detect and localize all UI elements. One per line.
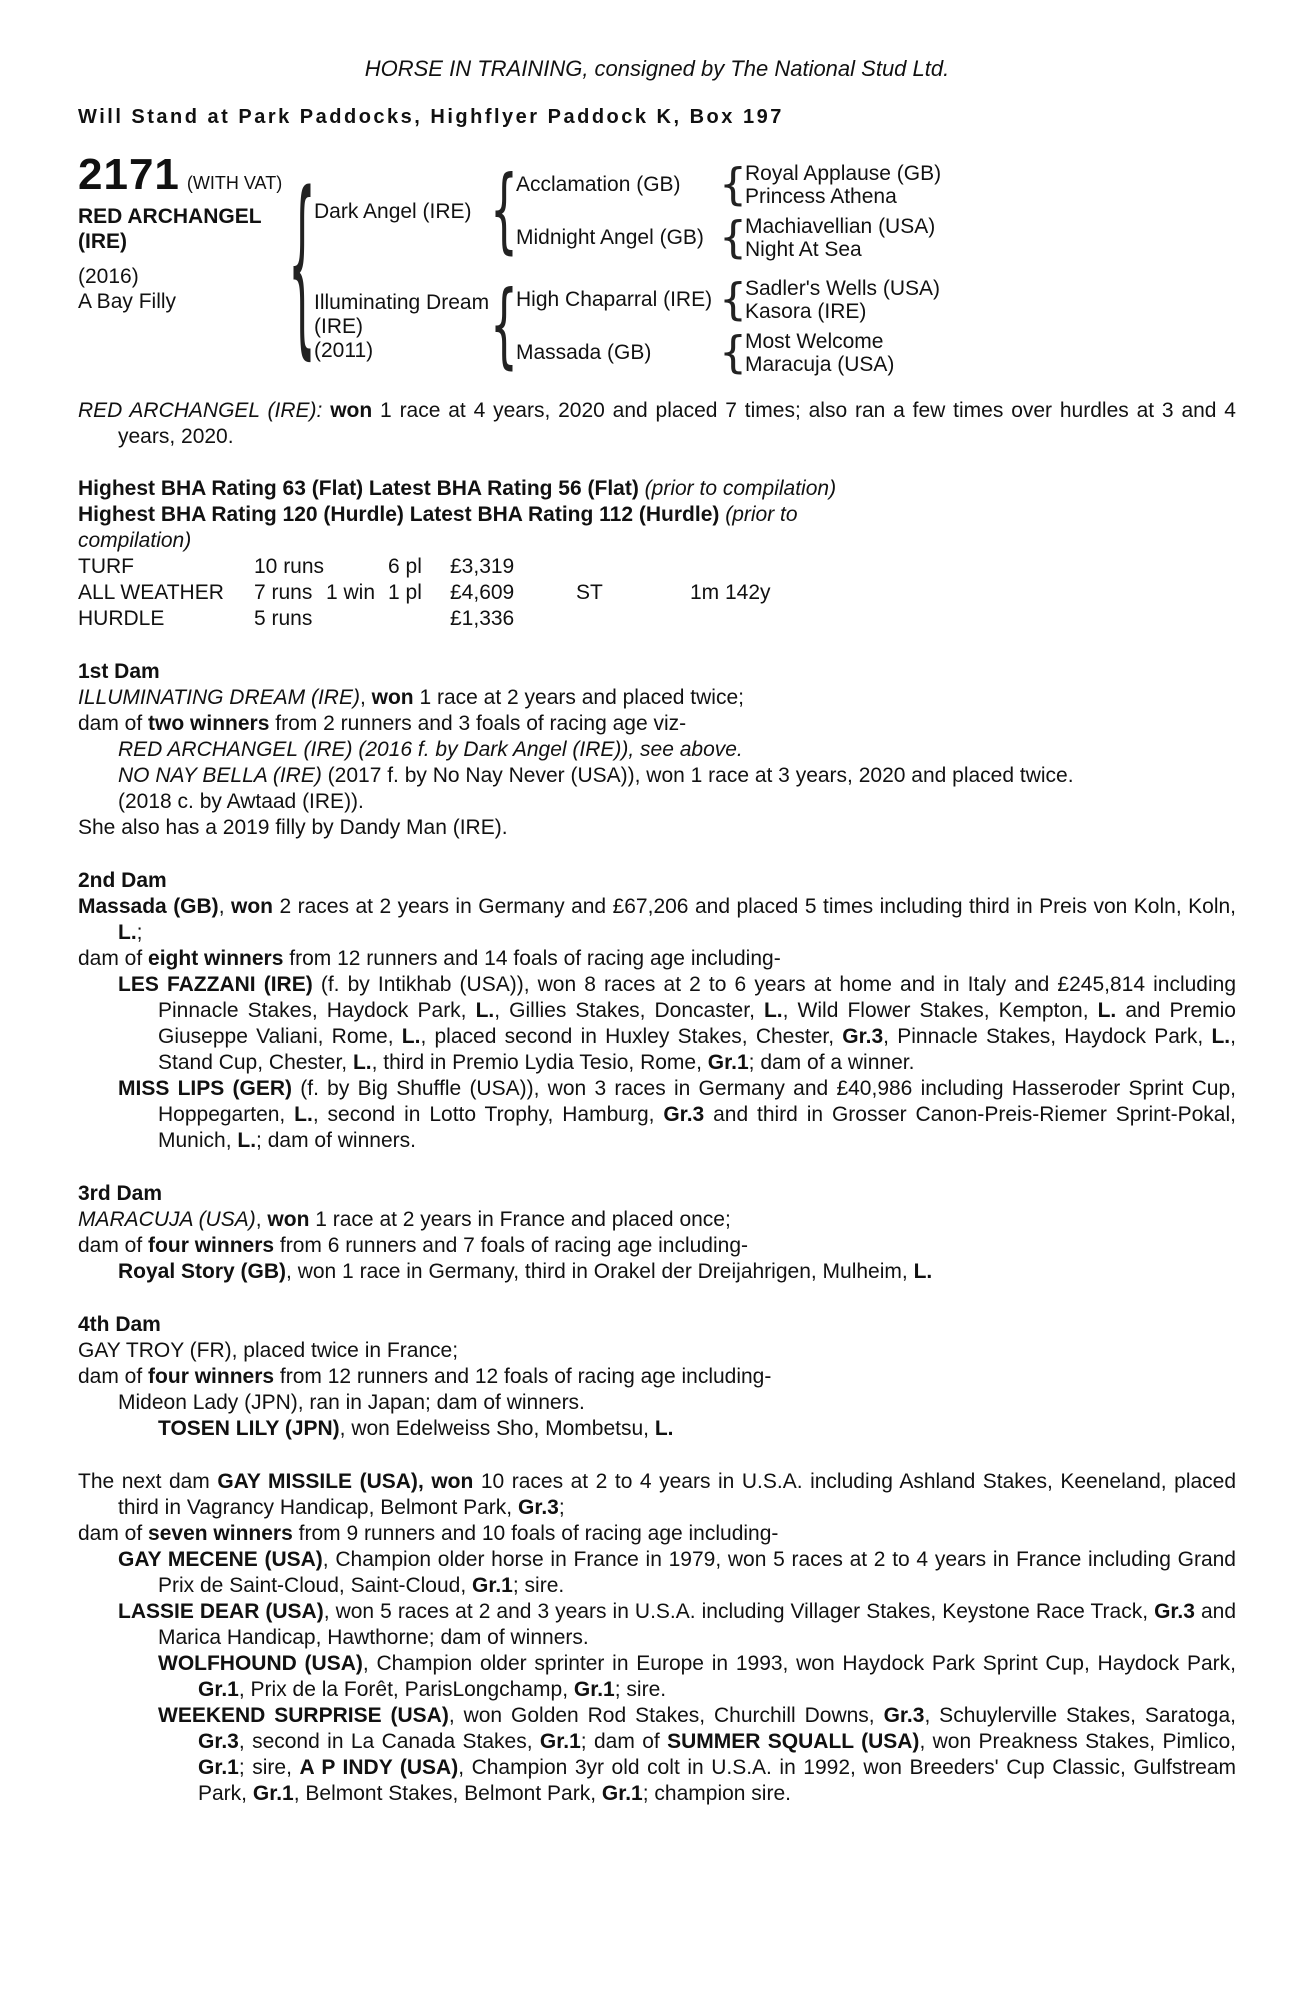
section-heading-4th-dam: 4th Dam: [78, 1313, 161, 1336]
great-grandsire-name: Royal Applause (GB): [745, 162, 942, 185]
vat-note: (WITH VAT): [186, 173, 283, 193]
pedigree-brace-dam-sire: {: [719, 274, 747, 325]
third-dam-section: [78, 1181, 1236, 1285]
stats-runs: 5 runs: [254, 607, 313, 630]
pedigree-brace-sire-dam: {: [719, 212, 747, 263]
produce-entry-weekend-surprise: WEEKEND SURPRISE (USA), won Golden Rod Stakes, Churchill Downs, Gr.3, Schuylerville Stakes, Saratoga, Gr.3, second in La Canada Stakes, Gr.1; dam of SUMMER SQUALL (USA), won Preakness Stakes, Pimlico, Gr.1; sire, A P INDY (USA), Champion 3yr old colt in U.S.A. in 1992, won Breeders' Cup Classic, Gulfstream Park, Gr.1, Belmont Stakes, Belmont Park, Gr.1; champion sire.: [158, 1704, 1237, 1805]
great-granddam-name: Night At Sea: [745, 238, 862, 261]
pedigree-brace-sire-sire: {: [719, 159, 747, 210]
pedigree-brace-dam-dam: {: [719, 327, 747, 378]
dam-name-block: [314, 291, 492, 363]
sire-sire-name: Acclamation (GB): [516, 173, 681, 196]
dam-sire-name: High Chaparral (IRE): [516, 288, 713, 311]
next-dam-section: [78, 1469, 1236, 1807]
first-dam-produce-intro: dam of two winners from 2 runners and 3 foals of racing age viz-: [78, 712, 687, 735]
produce-entry-tosen-lily: TOSEN LILY (JPN), won Edelweiss Sho, Mombetsu, L.: [158, 1417, 674, 1440]
bha-rating-flat: Highest BHA Rating 63 (Flat) Latest BHA Rating 56 (Flat) (prior to compilation): [78, 477, 837, 500]
dam-dam-name: Massada (GB): [516, 341, 652, 364]
pedigree-gen1-column: [314, 156, 1236, 379]
stats-places: 1 pl: [388, 581, 422, 604]
stats-wins: [326, 606, 388, 632]
stats-distance: [690, 606, 1236, 632]
lot-horse-name: [78, 204, 290, 254]
third-dam-produce-intro: dam of four winners from 6 runners and 7 foals of racing age including-: [78, 1234, 748, 1257]
section-heading-3rd-dam: 3rd Dam: [78, 1182, 163, 1205]
bha-rating-hurdle: Highest BHA Rating 120 (Hurdle) Latest BHA Rating 112 (Hurdle) (prior to compilation): [78, 503, 798, 552]
great-granddam-name: Kasora (IRE): [745, 300, 867, 323]
stats-surface: ALL WEATHER: [78, 581, 224, 604]
sire-dam-name: Midnight Angel (GB): [516, 226, 704, 249]
stats-places: 6 pl: [388, 555, 422, 578]
section-heading-2nd-dam: 2nd Dam: [78, 869, 167, 892]
stats-runs: 10 runs: [254, 555, 325, 578]
stats-distance: 1m 142y: [690, 581, 771, 604]
produce-entry-gay-mecene: GAY MECENE (USA), Champion older horse in France in 1979, won 5 races at 2 to 4 years in France including Grand Prix de Saint-Cloud, Saint-Cloud, Gr.1; sire.: [118, 1548, 1236, 1597]
dam-parents-column: [516, 274, 1236, 378]
second-dam-record: Massada (GB), won 2 races at 2 years in Germany and £67,206 and placed 5 times including third in Preis von Koln, Koln, L.;: [78, 895, 1236, 944]
fourth-dam-record: GAY TROY (FR), placed twice in France;: [78, 1339, 459, 1362]
sire-dam-parents: [745, 215, 1236, 261]
third-dam-record: MARACUJA (USA), won 1 race at 2 years in France and placed once;: [78, 1208, 731, 1231]
section-heading-1st-dam: 1st Dam: [78, 660, 160, 683]
stand-location-line: Will Stand at Park Paddocks, Highflyer Paddock K, Box 197: [78, 106, 784, 128]
stats-surface-code: [576, 554, 690, 580]
produce-entry-2018-colt: (2018 c. by Awtaad (IRE)).: [118, 790, 364, 813]
stats-wins: 1 win: [326, 581, 376, 604]
ratings-block: [78, 476, 1236, 554]
race-record: RED ARCHANGEL (IRE): won 1 race at 4 years, 2020 and placed 7 times; also ran a few times over hurdles at 3 and 4 years, 2020.: [78, 399, 1236, 448]
produce-entry-lassie-dear: LASSIE DEAR (USA), won 5 races at 2 and 3 years in U.S.A. including Villager Stakes, Keystone Race Track, Gr.3 and Marica Handicap, Hawthorne; dam of winners.: [118, 1600, 1236, 1649]
dam-sire-branch: [516, 274, 1236, 325]
sire-branch: [314, 156, 1236, 264]
lot-number: 2171: [78, 150, 180, 199]
sire-parents-column: [516, 159, 1236, 263]
great-grandsire-name: Most Welcome: [745, 330, 884, 353]
produce-entry-no-nay-bella: NO NAY BELLA (IRE) (2017 f. by No Nay Never (USA)), won 1 race at 3 years, 2020 and placed twice.: [118, 764, 1074, 787]
consignor-line: HORSE IN TRAINING, consigned by The National Stud Ltd.: [364, 56, 950, 81]
produce-entry-miss-lips: MISS LIPS (GER) (f. by Big Shuffle (USA)), won 3 races in Germany and £40,986 including Hasseroder Sprint Cup, Hoppegarten, L., second in Lotto Trophy, Hamburg, Gr.3 and third in Grosser Canon-Preis-Riemer Sprint-Pokal, Munich, L.; dam of winners.: [118, 1077, 1236, 1152]
race-stats-table: [78, 554, 1236, 632]
produce-entry-les-fazzani: LES FAZZANI (IRE) (f. by Intikhab (USA)), won 8 races at 2 to 6 years at home and in Italy and £245,814 including Pinnacle Stakes, Haydock Park, L., Gillies Stakes, Doncaster, L., Wild Flower Stakes, Kempton, L. and Premio Giuseppe Valiani, Rome, L., placed second in Huxley Stakes, Chester, Gr.3, Pinnacle Stakes, Haydock Park, L., Stand Cup, Chester, L., third in Premio Lydia Tesio, Rome, Gr.1; dam of a winner.: [118, 973, 1236, 1074]
great-grandsire-name: Sadler's Wells (USA): [745, 277, 940, 300]
dam-year: (2011): [314, 338, 374, 362]
fourth-dam-produce-intro: dam of four winners from 12 runners and 12 foals of racing age including-: [78, 1365, 772, 1388]
dam-dam-branch: [516, 327, 1236, 378]
stats-wins: [326, 554, 388, 580]
horse-name: RED ARCHANGEL: [78, 205, 262, 228]
horse-country-suffix: (IRE): [78, 230, 127, 253]
sire-sire-branch: [516, 159, 1236, 210]
stats-surface-code: ST: [576, 581, 603, 604]
stats-places: [388, 606, 450, 632]
pedigree-brace-dam: {: [490, 271, 518, 379]
stats-surface-code: [576, 606, 690, 632]
stats-surface: HURDLE: [78, 607, 165, 630]
produce-entry-mideon-lady: Mideon Lady (JPN), ran in Japan; dam of winners.: [118, 1391, 585, 1414]
pedigree-tree: [288, 154, 1236, 379]
produce-entry-red-archangel: RED ARCHANGEL (IRE) (2016 f. by Dark Angel (IRE)), see above.: [118, 738, 743, 761]
fourth-dam-section: [78, 1312, 1236, 1442]
stats-surface: TURF: [78, 555, 134, 578]
lot-number-row: [78, 150, 290, 199]
pedigree-brace-gen1: {: [288, 154, 316, 379]
sire-sire-parents: [745, 162, 1236, 208]
next-dam-record: The next dam GAY MISSILE (USA), won 10 races at 2 to 4 years in U.S.A. including Ashland Stakes, Keeneland, placed third in Vagrancy Handicap, Belmont Park, Gr.3;: [78, 1470, 1237, 1519]
sire-name: Dark Angel (IRE): [314, 199, 472, 223]
sire-dam-branch: [516, 212, 1236, 263]
dam-name: Illuminating Dream (IRE): [314, 290, 490, 338]
produce-entry-royal-story: Royal Story (GB), won 1 race in Germany, third in Orakel der Dreijahrigen, Mulheim, L.: [118, 1260, 933, 1283]
dam-branch: [314, 271, 1236, 379]
second-dam-section: [78, 868, 1236, 1154]
pedigree-brace-sire: {: [490, 156, 518, 264]
stats-earnings: £4,609: [450, 581, 515, 604]
great-granddam-name: Maracuja (USA): [745, 353, 895, 376]
dam-sire-parents: [745, 277, 1236, 323]
lot-info: [78, 150, 290, 376]
second-dam-produce-intro: dam of eight winners from 12 runners and 14 foals of racing age including-: [78, 947, 781, 970]
first-dam-section: [78, 659, 1236, 841]
horse-description: A Bay Filly: [78, 290, 177, 313]
dam-dam-parents: [745, 330, 1236, 376]
first-dam-note: She also has a 2019 filly by Dandy Man (IRE).: [78, 816, 508, 839]
stats-runs: 7 runs: [254, 581, 313, 604]
stats-distance: [690, 554, 1236, 580]
first-dam-record: ILLUMINATING DREAM (IRE), won 1 race at 2 years and placed twice;: [78, 686, 744, 709]
produce-entry-wolfhound: WOLFHOUND (USA), Champion older sprinter in Europe in 1993, won Haydock Park Sprint Cup, Haydock Park, Gr.1, Prix de la Forêt, ParisLongchamp, Gr.1; sire.: [158, 1652, 1236, 1701]
stats-earnings: £1,336: [450, 607, 515, 630]
great-grandsire-name: Machiavellian (USA): [745, 215, 936, 238]
stats-earnings: £3,319: [450, 555, 515, 578]
great-granddam-name: Princess Athena: [745, 185, 897, 208]
lot-pedigree-block: [78, 150, 1236, 379]
foaling-year: (2016): [78, 265, 139, 288]
next-dam-produce-intro: dam of seven winners from 9 runners and 10 foals of racing age including-: [78, 1522, 779, 1545]
